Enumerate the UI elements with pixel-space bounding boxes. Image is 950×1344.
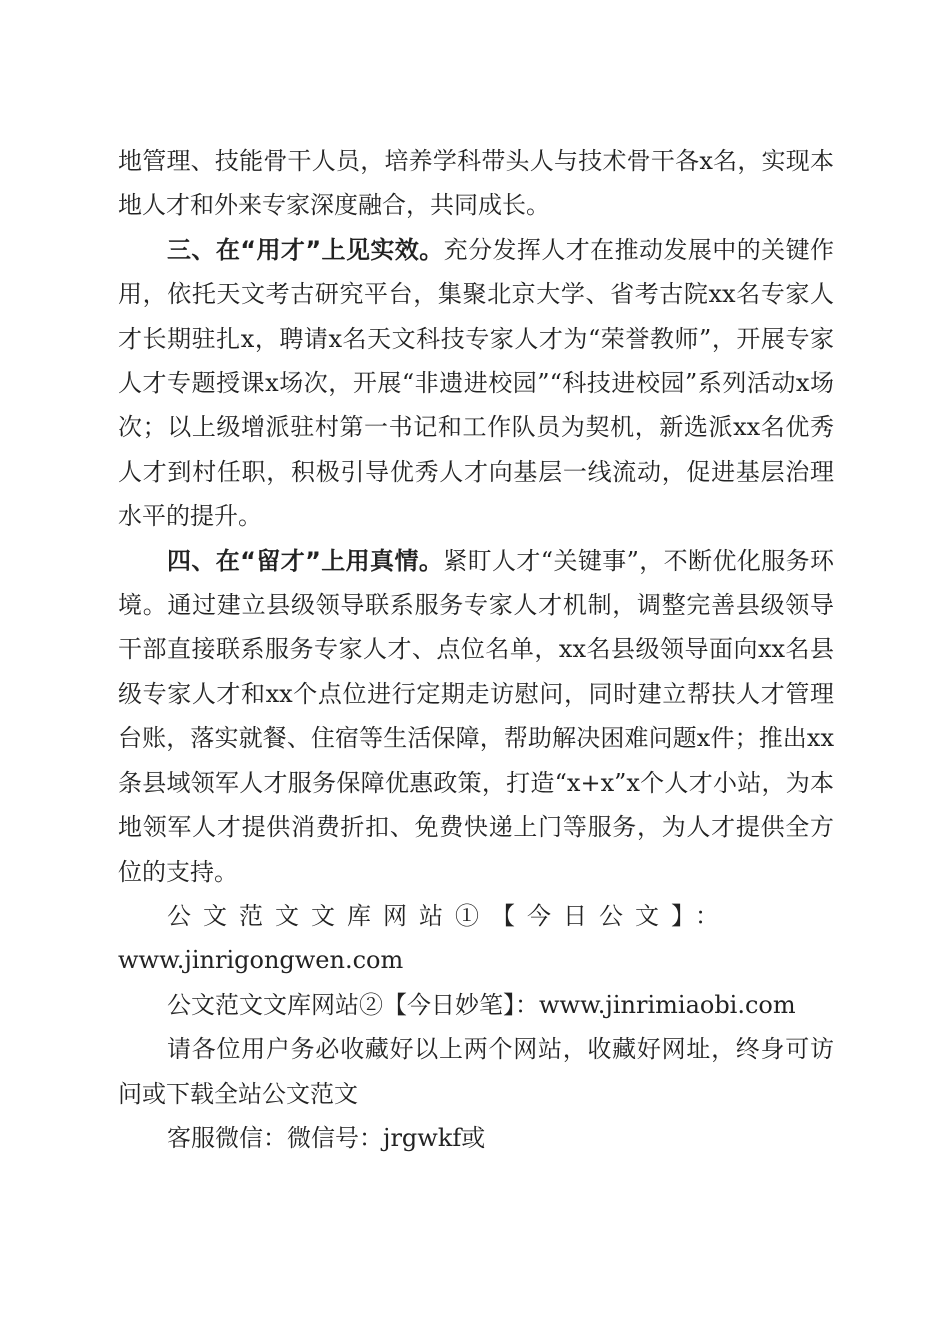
footer-site1-label: 公文范文文库网站①【今日公文】： bbox=[167, 901, 731, 930]
section-heading-retain-talent: 四、在“留才”上用真情。 bbox=[167, 546, 444, 575]
section-heading-use-talent: 三、在“用才”上见实效。 bbox=[167, 235, 444, 264]
footer-contact: 客服微信：微信号：jrgwkf或 bbox=[167, 1123, 486, 1152]
footer-site1-url[interactable]: www.jinrigongwen.com bbox=[118, 946, 404, 975]
section-body-use-talent: 充分发挥人才在推动发展中的关键作用，依托天文考古研究平台，集聚北京大学、省考古院xx名专家人才长期驻扎x，聘请x名天文科技专家人才为“荣誉教师”，开展专家人才专题授课x场次，开展“非遗进校园”“科技进校园”系列活动x场次；以上级增派驻村第一书记和工作队员为契机，新选派xx名优秀人才到村任职，积极引导优秀人才向基层一线流动，促进基层治理水平的提升。 bbox=[118, 235, 835, 531]
paragraph-continuation: 地管理、技能骨干人员，培养学科带头人与技术骨干各x名，实现本地人才和外来专家深度融合，共同成长。 bbox=[118, 147, 834, 220]
paragraph-use-talent bbox=[118, 228, 834, 539]
section-body-retain-talent: 紧盯人才“关键事”，不断优化服务环境。通过建立县级领导联系服务专家人才机制，调整完善县级领导干部直接联系服务专家人才、点位名单，xx名县级领导面向xx名县级专家人才和xx个点位进行定期走访慰问，同时建立帮扶人才管理台账，落实就餐、住宿等生活保障，帮助解决困难问题x件；推出xx条县域领军人才服务保障优惠政策，打造“x+x”x个人才小站，为本地领军人才提供消费折扣、免费快递上门等服务，为人才提供全方位的支持。 bbox=[118, 546, 835, 886]
document-page bbox=[118, 139, 834, 1160]
footer-site2[interactable]: 公文范文文库网站②【今日妙笔】：www.jinrimiaobi.com bbox=[167, 990, 796, 1019]
footer-notice: 请各位用户务必收藏好以上两个网站，收藏好网址，终身可访问或下载全站公文范文 bbox=[118, 1035, 834, 1108]
paragraph-retain-talent bbox=[118, 539, 834, 894]
